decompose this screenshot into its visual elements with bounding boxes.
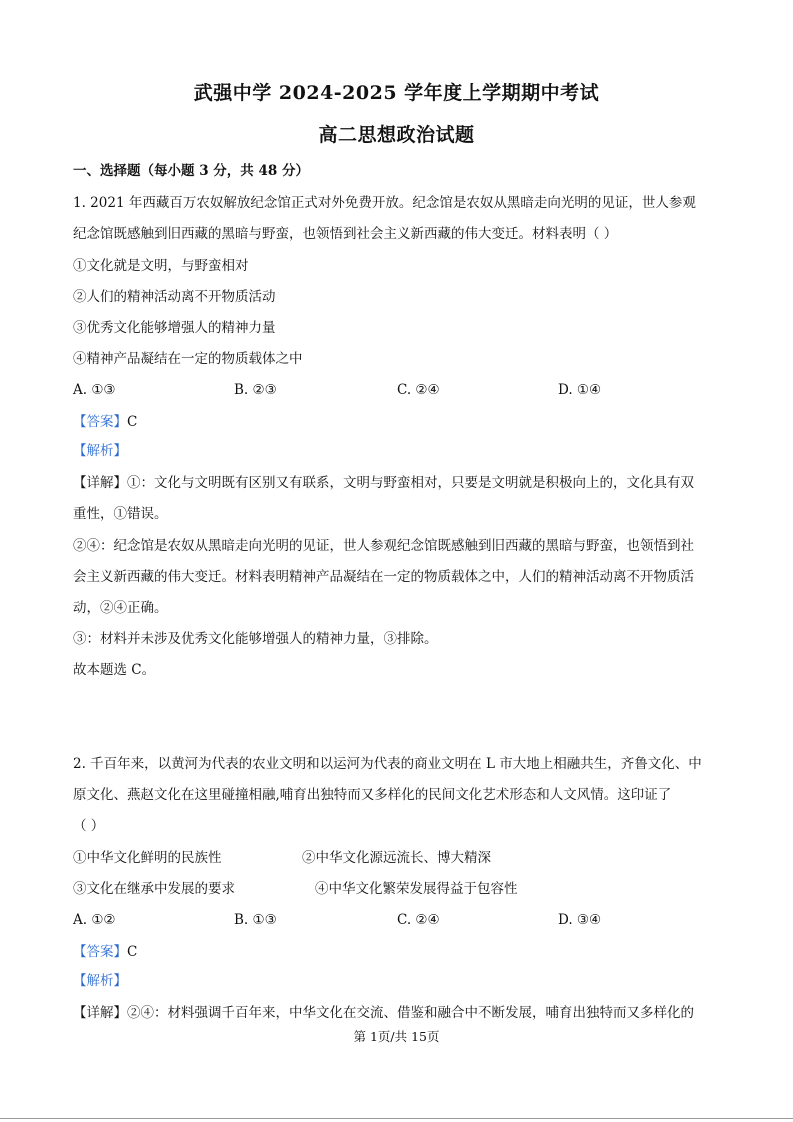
exam-title: 武强中学 2024-2025 学年度上学期期中考试 bbox=[193, 82, 600, 104]
q2-statement-2: ②中华文化源远流长、博大精深 bbox=[302, 850, 491, 866]
q1-statement-4: ④精神产品凝结在一定的物质载体之中 bbox=[73, 351, 303, 367]
q2-detail-text-1: ②④：材料强调千百年来，中华文化在交流、借鉴和融合中不断发展，哺育出独特而又多样化的 bbox=[127, 1005, 694, 1021]
q1-statement-2: ②人们的精神活动离不开物质活动 bbox=[73, 289, 276, 305]
q1-detail-line-4: 会主义新西藏的伟大变迁。材料表明精神产品凝结在一定的物质载体之中，人们的精神活动离不开物质活 bbox=[73, 569, 694, 585]
q2-stem-line-2: 原文化、燕赵文化在这里碰撞相融,哺育出独特而又多样化的民间文化艺术形态和人文风情。这印证了 bbox=[73, 787, 672, 803]
q1-answer-tag: 【答案】 bbox=[73, 414, 127, 430]
q2-stem-line-3: （ ） bbox=[73, 818, 105, 834]
q1-detail-line-2: 重性，①错误。 bbox=[73, 506, 168, 522]
bottom-divider bbox=[0, 1118, 793, 1119]
q1-option-d: D. ①④ bbox=[558, 382, 602, 398]
q2-option-b: B. ①③ bbox=[234, 912, 277, 928]
q1-detail-tag: 【详解】 bbox=[73, 475, 127, 491]
q1-statement-1: ①文化就是文明，与野蛮相对 bbox=[73, 258, 249, 274]
q2-option-a: A. ①② bbox=[73, 912, 116, 928]
q1-option-b: B. ②③ bbox=[234, 382, 277, 398]
q2-answer-tag: 【答案】 bbox=[73, 944, 127, 960]
q1-detail-line-6: ③：材料并未涉及优秀文化能够增强人的精神力量，③排除。 bbox=[73, 631, 438, 647]
q1-conclusion: 故本题选 C。 bbox=[73, 662, 156, 678]
q1-stem-line-1: 1. 2021 年西藏百万农奴解放纪念馆正式对外免费开放。纪念馆是农奴从黑暗走向光明的见证，世人参观 bbox=[73, 195, 696, 211]
q2-statement-1: ①中华文化鲜明的民族性 bbox=[73, 850, 222, 866]
q1-detail-line-1 bbox=[73, 474, 733, 492]
q1-analysis-tag: 【解析】 bbox=[73, 443, 127, 459]
exam-subtitle: 高二思想政治试题 bbox=[318, 124, 475, 146]
page-footer: 第 1页/共 15页 bbox=[353, 1029, 440, 1044]
q2-analysis-tag: 【解析】 bbox=[73, 973, 127, 989]
q1-detail-line-5: 动，②④正确。 bbox=[73, 600, 168, 616]
q1-answer bbox=[73, 413, 733, 431]
q2-stem-line-1: 2. 千百年来，以黄河为代表的农业文明和以运河为代表的商业文明在 L 市大地上相融共生，齐鲁文化、中 bbox=[73, 756, 702, 772]
q2-detail-tag: 【详解】 bbox=[73, 1005, 127, 1021]
section-heading: 一、选择题（每小题 3 分，共 48 分） bbox=[73, 163, 309, 179]
q2-option-d: D. ③④ bbox=[558, 912, 602, 928]
q2-statement-4: ④中华文化繁荣发展得益于包容性 bbox=[315, 881, 518, 897]
q1-detail-text-1: ①：文化与文明既有区别又有联系，文明与野蛮相对，只要是文明就是积极向上的，文化具有双 bbox=[127, 475, 694, 491]
q1-detail-line-3: ②④：纪念馆是农奴从黑暗走向光明的见证，世人参观纪念馆既感触到旧西藏的黑暗与野蛮，也领悟到社 bbox=[73, 538, 694, 554]
q1-option-a: A. ①③ bbox=[73, 382, 116, 398]
q1-statement-3: ③优秀文化能够增强人的精神力量 bbox=[73, 320, 276, 336]
q2-answer-value: C bbox=[127, 944, 138, 960]
q1-option-c: C. ②④ bbox=[397, 382, 440, 398]
q2-answer bbox=[73, 943, 733, 961]
q2-option-c: C. ②④ bbox=[397, 912, 440, 928]
q2-detail-line-1 bbox=[73, 1004, 733, 1022]
q2-statement-3: ③文化在继承中发展的要求 bbox=[73, 881, 235, 897]
q1-answer-value: C bbox=[127, 414, 138, 430]
q1-stem-line-2: 纪念馆既感触到旧西藏的黑暗与野蛮，也领悟到社会主义新西藏的伟大变迁。材料表明（ ） bbox=[73, 226, 618, 242]
